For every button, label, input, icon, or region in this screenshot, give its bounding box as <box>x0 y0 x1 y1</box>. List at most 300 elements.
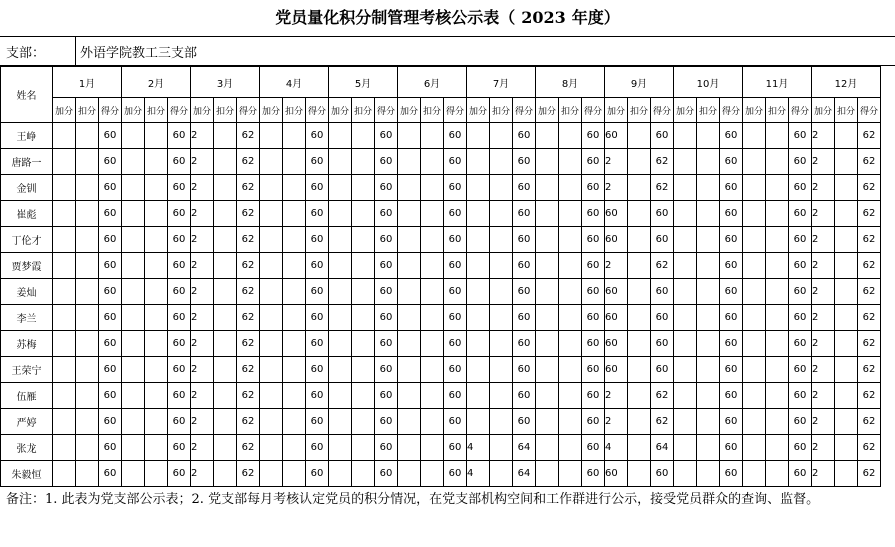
sub-header: 加分 <box>674 98 697 123</box>
score-cell: 62 <box>651 149 674 175</box>
member-name: 王荣宁 <box>1 357 53 383</box>
score-cell: 60 <box>720 279 743 305</box>
bonus-cell <box>398 279 421 305</box>
score-cell: 62 <box>237 201 260 227</box>
bonus-cell <box>260 357 283 383</box>
deduction-cell <box>352 383 375 409</box>
deduction-cell <box>766 331 789 357</box>
bonus-cell <box>743 227 766 253</box>
score-cell: 60 <box>720 461 743 487</box>
deduction-cell <box>697 305 720 331</box>
table-row <box>1 305 881 331</box>
page-title <box>0 0 895 36</box>
score-cell: 60 <box>720 409 743 435</box>
score-cell: 62 <box>237 175 260 201</box>
bonus-cell: 2 <box>191 305 214 331</box>
deduction-cell <box>421 175 444 201</box>
bonus-cell <box>743 435 766 461</box>
bonus-cell <box>743 461 766 487</box>
bonus-cell <box>743 123 766 149</box>
deduction-cell <box>766 149 789 175</box>
deduction-cell <box>559 461 582 487</box>
deduction-cell <box>214 279 237 305</box>
deduction-cell <box>76 201 99 227</box>
deduction-cell <box>214 383 237 409</box>
score-cell: 62 <box>237 227 260 253</box>
bonus-cell <box>536 435 559 461</box>
score-cell: 60 <box>582 305 605 331</box>
deduction-cell <box>490 253 513 279</box>
bonus-cell <box>53 227 76 253</box>
bonus-cell <box>122 123 145 149</box>
deduction-cell <box>352 149 375 175</box>
deduction-cell <box>490 383 513 409</box>
score-cell: 60 <box>444 305 467 331</box>
bonus-cell <box>260 435 283 461</box>
deduction-cell <box>835 409 858 435</box>
score-cell: 60 <box>99 383 122 409</box>
deduction-cell <box>766 461 789 487</box>
score-cell: 60 <box>99 253 122 279</box>
deduction-cell <box>421 357 444 383</box>
deduction-cell <box>835 305 858 331</box>
month-header: 7月 <box>467 67 536 98</box>
bonus-cell <box>467 305 490 331</box>
score-cell: 60 <box>582 253 605 279</box>
bonus-cell <box>122 149 145 175</box>
score-cell: 60 <box>375 149 398 175</box>
score-cell: 60 <box>444 149 467 175</box>
deduction-cell <box>697 227 720 253</box>
deduction-cell <box>352 123 375 149</box>
deduction-cell <box>421 383 444 409</box>
month-header: 5月 <box>329 67 398 98</box>
deduction-cell <box>283 123 306 149</box>
bonus-cell <box>674 253 697 279</box>
score-cell: 60 <box>720 175 743 201</box>
deduction-cell <box>421 201 444 227</box>
bonus-cell <box>122 461 145 487</box>
deduction-cell <box>490 331 513 357</box>
sub-header: 扣分 <box>766 98 789 123</box>
score-cell: 60 <box>513 383 536 409</box>
score-cell: 60 <box>513 227 536 253</box>
bonus-cell <box>536 279 559 305</box>
bonus-cell <box>536 305 559 331</box>
score-cell: 60 <box>513 409 536 435</box>
score-cell: 60 <box>720 149 743 175</box>
bonus-cell: 2 <box>605 253 628 279</box>
score-cell: 60 <box>99 305 122 331</box>
deduction-cell <box>628 331 651 357</box>
bonus-cell <box>674 227 697 253</box>
deduction-cell <box>145 279 168 305</box>
bonus-cell: 2 <box>191 383 214 409</box>
score-cell: 60 <box>444 357 467 383</box>
score-cell: 60 <box>444 461 467 487</box>
deduction-cell <box>835 123 858 149</box>
sub-header: 加分 <box>122 98 145 123</box>
score-cell: 62 <box>237 461 260 487</box>
score-cell: 60 <box>99 357 122 383</box>
member-name: 王峥 <box>1 123 53 149</box>
score-cell: 60 <box>99 201 122 227</box>
sub-header: 加分 <box>812 98 835 123</box>
deduction-cell <box>697 435 720 461</box>
deduction-cell <box>697 123 720 149</box>
bonus-cell: 2 <box>191 357 214 383</box>
bonus-cell: 2 <box>812 175 835 201</box>
deduction-cell <box>628 175 651 201</box>
bonus-cell <box>467 279 490 305</box>
sub-header: 得分 <box>858 98 881 123</box>
bonus-cell <box>260 305 283 331</box>
bonus-cell <box>536 409 559 435</box>
sub-header: 扣分 <box>214 98 237 123</box>
score-cell: 60 <box>789 123 812 149</box>
deduction-cell <box>835 149 858 175</box>
score-cell: 62 <box>237 305 260 331</box>
sub-header: 加分 <box>536 98 559 123</box>
score-cell: 60 <box>789 227 812 253</box>
month-header: 2月 <box>122 67 191 98</box>
bonus-cell <box>398 305 421 331</box>
bonus-cell <box>329 227 352 253</box>
score-cell: 60 <box>306 253 329 279</box>
bonus-cell: 2 <box>812 461 835 487</box>
score-cell: 60 <box>99 123 122 149</box>
deduction-cell <box>628 383 651 409</box>
bonus-cell: 4 <box>467 461 490 487</box>
score-cell: 60 <box>720 201 743 227</box>
deduction-cell <box>283 383 306 409</box>
score-cell: 60 <box>168 305 191 331</box>
bonus-cell <box>398 123 421 149</box>
score-cell: 60 <box>375 305 398 331</box>
score-cell: 62 <box>237 357 260 383</box>
score-cell: 60 <box>375 461 398 487</box>
bonus-cell <box>329 253 352 279</box>
deduction-cell <box>352 461 375 487</box>
score-cell: 60 <box>720 227 743 253</box>
deduction-cell <box>835 201 858 227</box>
deduction-cell <box>283 461 306 487</box>
score-cell: 60 <box>99 435 122 461</box>
bonus-cell <box>743 279 766 305</box>
bonus-cell <box>398 461 421 487</box>
score-cell: 62 <box>237 435 260 461</box>
score-cell: 60 <box>582 383 605 409</box>
deduction-cell <box>835 383 858 409</box>
score-cell: 60 <box>720 357 743 383</box>
score-cell: 60 <box>306 123 329 149</box>
bonus-cell: 2 <box>812 149 835 175</box>
bonus-cell <box>674 305 697 331</box>
score-cell: 64 <box>513 435 536 461</box>
deduction-cell <box>283 149 306 175</box>
score-cell: 60 <box>789 149 812 175</box>
deduction-cell <box>628 253 651 279</box>
score-cell: 60 <box>582 409 605 435</box>
sub-header: 扣分 <box>76 98 99 123</box>
bonus-cell: 2 <box>191 461 214 487</box>
month-header: 1月 <box>53 67 122 98</box>
table-row <box>1 227 881 253</box>
member-name: 贾梦霞 <box>1 253 53 279</box>
bonus-cell: 60 <box>605 305 628 331</box>
sub-header: 加分 <box>467 98 490 123</box>
bonus-cell <box>260 149 283 175</box>
score-cell: 62 <box>237 149 260 175</box>
bonus-cell <box>743 149 766 175</box>
deduction-cell <box>421 435 444 461</box>
deduction-cell <box>421 123 444 149</box>
deduction-cell <box>835 253 858 279</box>
score-cell: 60 <box>375 227 398 253</box>
bonus-cell <box>329 383 352 409</box>
score-cell: 62 <box>237 253 260 279</box>
score-cell: 60 <box>582 357 605 383</box>
deduction-cell <box>145 149 168 175</box>
deduction-cell <box>766 123 789 149</box>
deduction-cell <box>766 383 789 409</box>
score-cell: 60 <box>789 201 812 227</box>
deduction-cell <box>283 357 306 383</box>
deduction-cell <box>490 227 513 253</box>
sub-header: 扣分 <box>490 98 513 123</box>
bonus-cell <box>260 175 283 201</box>
month-header: 9月 <box>605 67 674 98</box>
bonus-cell <box>536 201 559 227</box>
deduction-cell <box>559 175 582 201</box>
bonus-cell <box>743 253 766 279</box>
score-cell: 60 <box>651 461 674 487</box>
sub-header: 得分 <box>237 98 260 123</box>
score-cell: 60 <box>306 175 329 201</box>
score-cell: 60 <box>582 461 605 487</box>
deduction-cell <box>628 279 651 305</box>
score-cell: 60 <box>168 461 191 487</box>
deduction-cell <box>559 357 582 383</box>
bonus-cell <box>329 305 352 331</box>
score-cell: 60 <box>168 331 191 357</box>
bonus-cell <box>398 149 421 175</box>
score-cell: 60 <box>99 409 122 435</box>
bonus-cell <box>260 123 283 149</box>
table-row <box>1 123 881 149</box>
deduction-cell <box>352 331 375 357</box>
bonus-cell <box>53 149 76 175</box>
bonus-cell: 60 <box>605 279 628 305</box>
score-cell: 60 <box>99 175 122 201</box>
deduction-cell <box>283 305 306 331</box>
score-cell: 60 <box>789 279 812 305</box>
score-cell: 62 <box>858 383 881 409</box>
member-name: 朱毅恒 <box>1 461 53 487</box>
deduction-cell <box>490 279 513 305</box>
bonus-cell <box>398 409 421 435</box>
score-cell: 60 <box>99 331 122 357</box>
bonus-cell: 2 <box>812 357 835 383</box>
deduction-cell <box>559 383 582 409</box>
deduction-cell <box>145 305 168 331</box>
bonus-cell: 60 <box>605 123 628 149</box>
sub-header: 得分 <box>444 98 467 123</box>
deduction-cell <box>421 409 444 435</box>
table-row <box>1 357 881 383</box>
score-cell: 60 <box>444 123 467 149</box>
deduction-cell <box>628 227 651 253</box>
deduction-cell <box>559 435 582 461</box>
bonus-cell: 2 <box>191 279 214 305</box>
sub-header: 扣分 <box>145 98 168 123</box>
deduction-cell <box>145 461 168 487</box>
deduction-cell <box>697 201 720 227</box>
bonus-cell <box>398 357 421 383</box>
deduction-cell <box>628 201 651 227</box>
score-cell: 60 <box>444 409 467 435</box>
score-cell: 60 <box>513 201 536 227</box>
member-name: 金钏 <box>1 175 53 201</box>
bonus-cell <box>53 253 76 279</box>
deduction-cell <box>214 409 237 435</box>
score-table <box>0 66 881 487</box>
score-cell: 62 <box>651 175 674 201</box>
title-prefix: 党员量化积分制管理考核公示表（ <box>275 8 516 27</box>
deduction-cell <box>490 123 513 149</box>
deduction-cell <box>835 435 858 461</box>
bonus-cell <box>674 383 697 409</box>
month-header-row <box>1 67 881 98</box>
bonus-cell <box>53 357 76 383</box>
bonus-cell <box>53 201 76 227</box>
deduction-cell <box>559 409 582 435</box>
score-cell: 60 <box>444 331 467 357</box>
score-cell: 60 <box>513 175 536 201</box>
bonus-cell: 60 <box>605 331 628 357</box>
bonus-cell <box>743 383 766 409</box>
score-cell: 60 <box>513 357 536 383</box>
table-row <box>1 149 881 175</box>
deduction-cell <box>145 383 168 409</box>
deduction-cell <box>628 149 651 175</box>
deduction-cell <box>490 409 513 435</box>
deduction-cell <box>145 331 168 357</box>
sub-header: 得分 <box>789 98 812 123</box>
deduction-cell <box>835 461 858 487</box>
bonus-cell <box>674 175 697 201</box>
score-cell: 62 <box>858 461 881 487</box>
table-row <box>1 201 881 227</box>
score-cell: 60 <box>651 201 674 227</box>
score-cell: 60 <box>513 253 536 279</box>
bonus-cell: 60 <box>605 461 628 487</box>
deduction-cell <box>628 357 651 383</box>
bonus-cell <box>674 461 697 487</box>
month-header: 10月 <box>674 67 743 98</box>
footnote: 备注：1. 此表为党支部公示表；2. 党支部每月考核认定党员的积分情况，在党支部机构空间和工作群进行公示，接受党员群众的查询、监督。 <box>6 492 820 507</box>
member-name: 伍雁 <box>1 383 53 409</box>
member-name: 丁伦才 <box>1 227 53 253</box>
month-header: 12月 <box>812 67 881 98</box>
deduction-cell <box>421 305 444 331</box>
deduction-cell <box>76 383 99 409</box>
bonus-cell <box>536 461 559 487</box>
deduction-cell <box>766 201 789 227</box>
score-cell: 60 <box>168 227 191 253</box>
score-cell: 60 <box>789 383 812 409</box>
bonus-cell <box>329 357 352 383</box>
month-header: 4月 <box>260 67 329 98</box>
department-value: 外语学院教工三支部 <box>80 46 198 61</box>
bonus-cell <box>398 253 421 279</box>
score-cell: 60 <box>789 357 812 383</box>
score-cell: 60 <box>306 279 329 305</box>
deduction-cell <box>214 435 237 461</box>
score-cell: 60 <box>444 201 467 227</box>
bonus-cell: 2 <box>812 123 835 149</box>
score-cell: 60 <box>651 123 674 149</box>
bonus-cell <box>467 253 490 279</box>
score-cell: 60 <box>444 175 467 201</box>
deduction-cell <box>490 175 513 201</box>
bonus-cell <box>53 435 76 461</box>
deduction-cell <box>76 461 99 487</box>
score-cell: 60 <box>789 435 812 461</box>
deduction-cell <box>766 305 789 331</box>
bonus-cell <box>674 201 697 227</box>
bonus-cell <box>467 409 490 435</box>
score-cell: 60 <box>375 123 398 149</box>
bonus-cell <box>536 149 559 175</box>
score-cell: 62 <box>237 123 260 149</box>
bonus-cell <box>122 435 145 461</box>
score-cell: 60 <box>513 331 536 357</box>
bonus-cell <box>329 409 352 435</box>
deduction-cell <box>628 461 651 487</box>
score-cell: 62 <box>237 409 260 435</box>
deduction-cell <box>283 409 306 435</box>
score-cell: 62 <box>237 383 260 409</box>
score-cell: 62 <box>858 123 881 149</box>
deduction-cell <box>76 331 99 357</box>
bonus-cell <box>122 201 145 227</box>
deduction-cell <box>214 227 237 253</box>
score-cell: 60 <box>375 409 398 435</box>
score-cell: 60 <box>168 435 191 461</box>
bonus-cell <box>467 123 490 149</box>
score-cell: 60 <box>306 357 329 383</box>
score-cell: 60 <box>306 435 329 461</box>
deduction-cell <box>490 461 513 487</box>
bonus-cell <box>329 201 352 227</box>
score-cell: 60 <box>375 357 398 383</box>
sub-header: 得分 <box>582 98 605 123</box>
score-cell: 60 <box>651 305 674 331</box>
bonus-cell: 4 <box>467 435 490 461</box>
score-cell: 62 <box>237 331 260 357</box>
bonus-cell <box>260 227 283 253</box>
member-name: 李兰 <box>1 305 53 331</box>
score-cell: 60 <box>513 123 536 149</box>
score-cell: 60 <box>720 383 743 409</box>
deduction-cell <box>559 279 582 305</box>
sub-header: 扣分 <box>559 98 582 123</box>
bonus-cell: 2 <box>812 383 835 409</box>
score-cell: 60 <box>168 383 191 409</box>
bonus-cell <box>53 123 76 149</box>
deduction-cell <box>766 253 789 279</box>
